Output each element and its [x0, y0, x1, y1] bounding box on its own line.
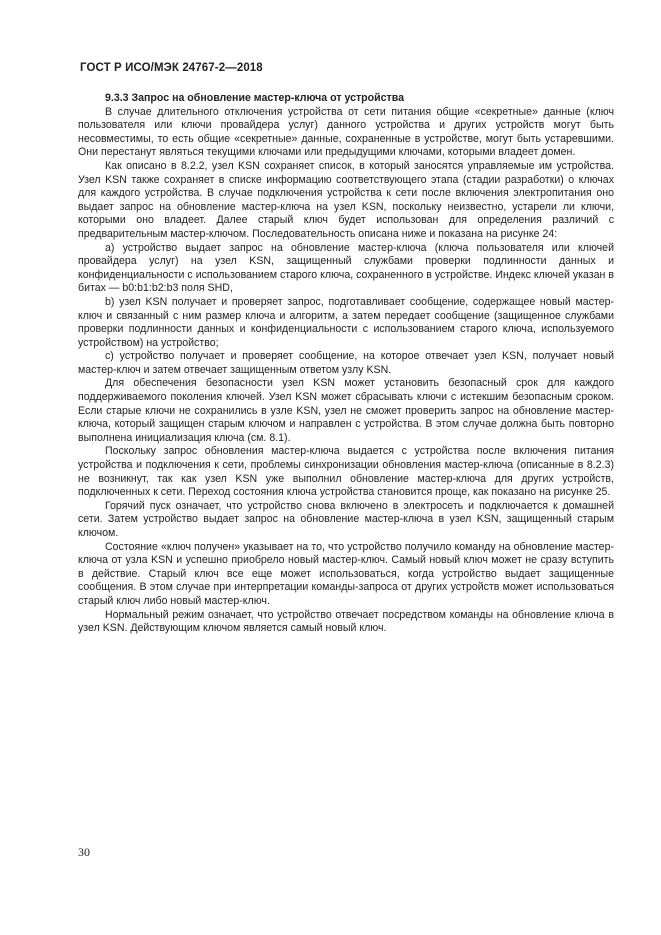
paragraph: Нормальный режим означает, что устройство отвечает посредством команды на обновление ключа в узел KSN. Действующим ключом является самый новый ключ.: [78, 608, 614, 635]
paragraph: Для обеспечения безопасности узел KSN может установить безопасный срок для каждого поддерживаемого поколения ключей. Узел KSN может сбрасывать ключи с истекшим безопасным сроком. Если старые ключи не сохранились в узле KSN, узел не сможет проверить запрос на обновление мастер-ключа, который защищен старым ключом и направлен с устройства. В этом случае должна быть повторно выполнена инициализация ключа (см. 8.1).: [78, 377, 614, 444]
document-header: ГОСТ Р ИСО/МЭК 24767-2—2018: [80, 62, 263, 74]
paragraph: Как описано в 8.2.2, узел KSN сохраняет список, в который заносятся управляемые им устройства. Узел KSN также сохраняет в списке информацию соответствующего этапа (стадии разработки) о ключах для каждого устройства. В случае подключения устройства к сети после включения электропитания оно выдает запрос на обновление мастер-ключа на узел KSN, поскольку неизвестно, устарели ли ключи, которыми оно владеет. Далее старый ключ будет использован для определения различий с предварительным мастер-ключом. Последовательность описана ниже и показана на рисунке 24:: [78, 159, 614, 240]
section-heading: 9.3.3 Запрос на обновление мастер-ключа от устройства: [105, 92, 404, 104]
paragraph: Горячий пуск означает, что устройство снова включено в электросеть и подключается к домашней сети. Затем устройство выдает запрос на обновление мастер-ключа в узел KSN, защищенный старым ключом.: [78, 499, 614, 539]
list-item-b: b) узел KSN получает и проверяет запрос, подготавливает сообщение, содержащее новый мастер-ключ и связанный с ним размер ключа и алгоритм, а затем передает сообщение (защищенное службами проверки подлинности данных и конфиденциальности с использованием старого ключа, используемого устройством) на устройство;: [78, 295, 614, 349]
paragraph: Поскольку запрос обновления мастер-ключа выдается с устройства после включения питания устройства и подключения к сети, проблемы синхронизации обновления мастер-ключа (описанные в 8.2.3) не возникнут, так как узел KSN уже выполнил обновление мастер-ключа для других устройств, подключенных к сети. Переход состояния ключа устройства становится проще, как показано на рисунке 25.: [78, 445, 614, 499]
page-number: 30: [78, 845, 90, 859]
list-item-c: c) устройство получает и проверяет сообщение, на которое отвечает узел KSN, получает новый мастер-ключ и затем отвечает защищенным ответом узлу KSN.: [78, 350, 614, 376]
paragraph: В случае длительного отключения устройства от сети питания общие «секретные» данные (ключ пользователя или ключи провайдера услуг) данного устройства и других устройств могут быть несовместимы, то есть общие «секретные» данные, сохраненные в устройстве, могут быть устаревшими. Они перестанут являться текущими ключами или предыдущими ключами, которыми владеет домен.: [78, 105, 614, 159]
document-body: [78, 92, 614, 636]
list-item-a: a) устройство выдает запрос на обновление мастер-ключа (ключа пользователя или ключей провайдера услуг) на узел KSN, защищенный службами проверки подлинности данных и конфиденциальности с использованием старого ключа, сохраненного в устройстве. Индекс ключей указан в битах — b0:b1:b2:b3 поля SHD,: [78, 241, 614, 295]
paragraph: Состояние «ключ получен» указывает на то, что устройство получило команду на обновление мастер-ключа от узла KSN и успешно приобрело новый мастер-ключ. Самый новый ключ может не сразу вступить в действие. Старый ключ все еще может использоваться, когда устройство выдает защищенные сообщения. В этом случае при интерпретации команды-запроса от других устройств может использоваться старый ключ либо новый мастер-ключ.: [78, 540, 614, 607]
